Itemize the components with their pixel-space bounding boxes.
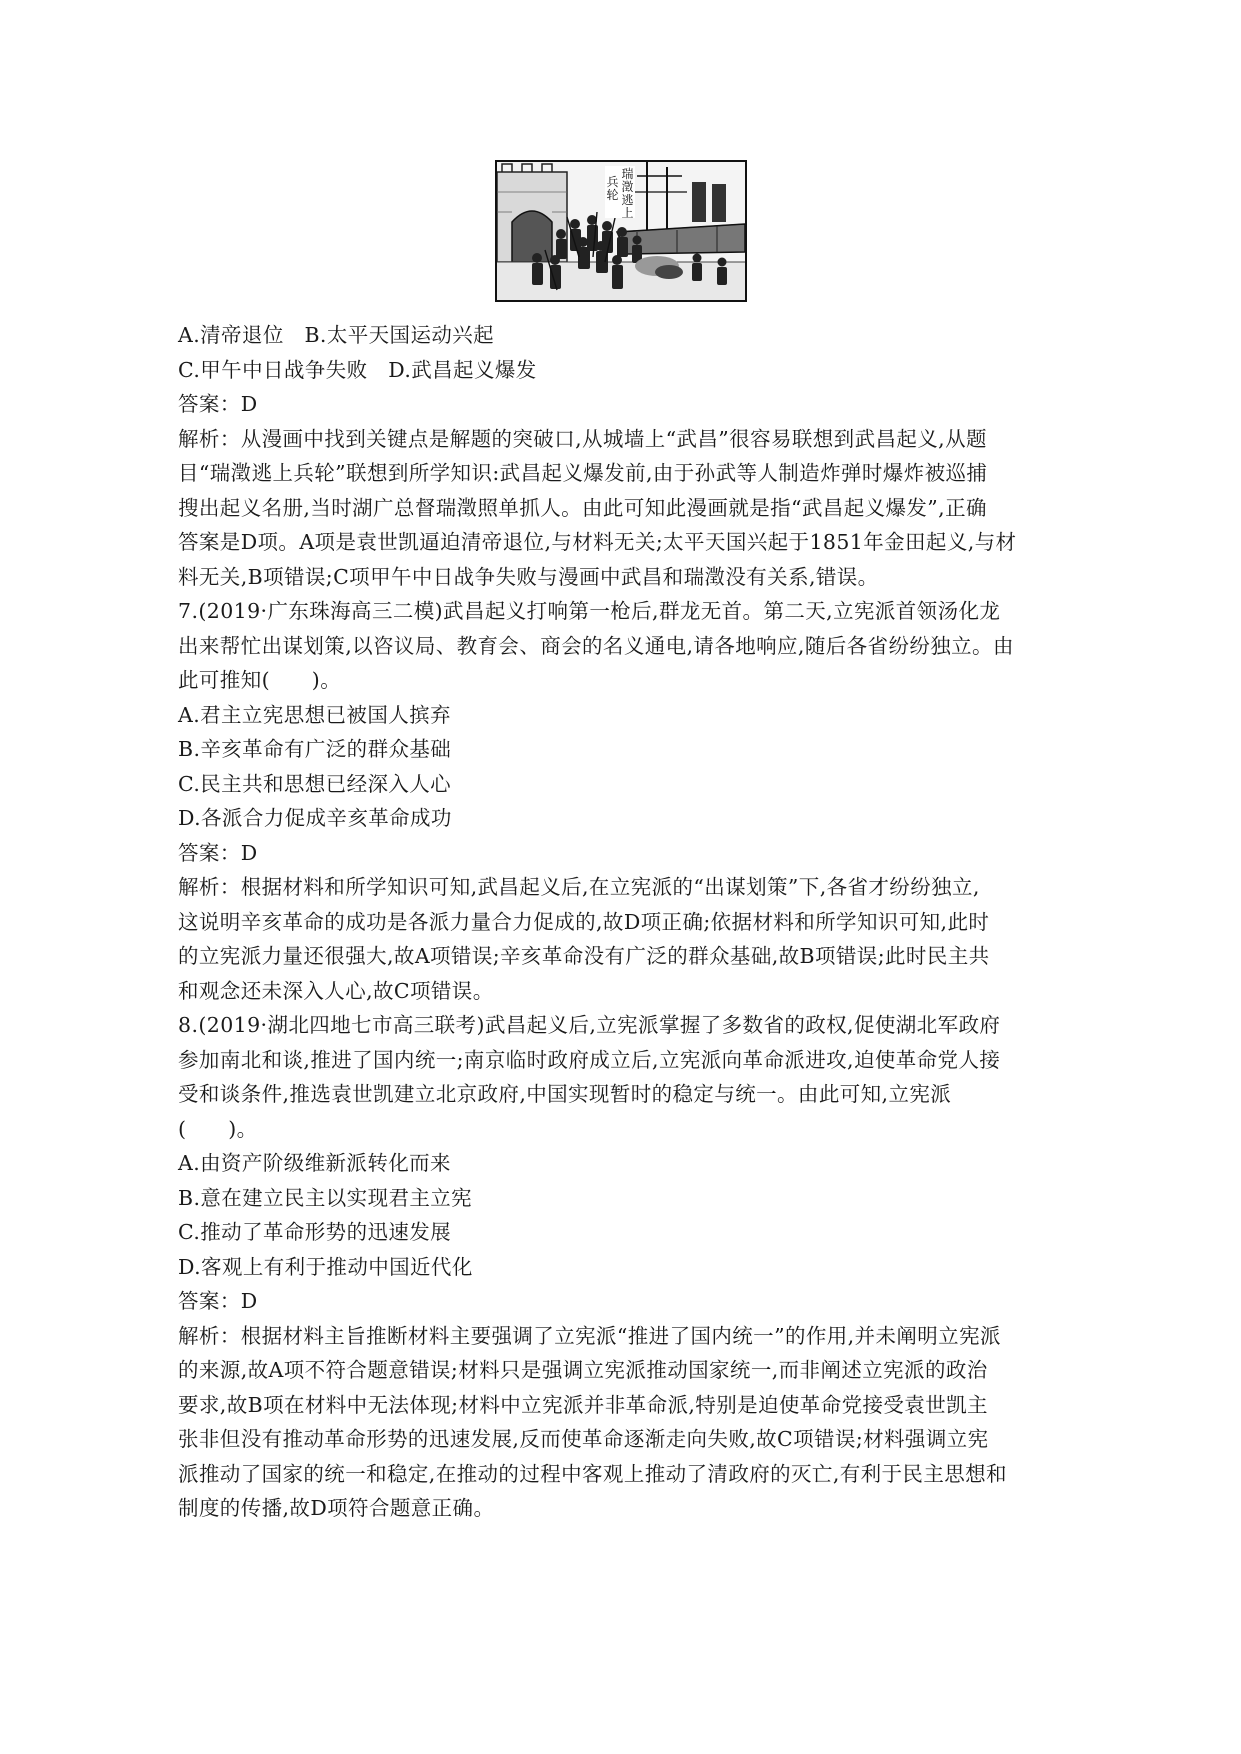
option-line: A.由资产阶级维新派转化而来 xyxy=(178,1151,451,1175)
text-line: 参加南北和谈,推进了国内统一;南京临时政府成立后,立宪派向革命派进攻,迫使革命党人接 xyxy=(178,1047,1001,1072)
text-line: 出来帮忙出谋划策,以咨议局、教育会、商会的名义通电,请各地响应,随后各省纷纷独立。由 xyxy=(178,633,1014,658)
text-line: 解析：根据材料和所学知识可知,武昌起义后,在立宪派的“出谋划策”下,各省才纷纷独立, xyxy=(178,875,980,899)
option-line: C.民主共和思想已经深入人心 xyxy=(178,771,452,796)
answer-line: 答案：D xyxy=(178,1289,258,1313)
question-text xyxy=(178,318,1068,1526)
option-line: B.意在建立民主以实现君主立宪 xyxy=(178,1185,473,1210)
text-line: 料无关,B项错误;C项甲午中日战争失败与漫画中武昌和瑞澂没有关系,错误。 xyxy=(178,564,879,589)
text-line: C.甲午中日战争失败 D.武昌起义爆发 xyxy=(178,357,537,382)
text-line: 解析：根据材料主旨推断材料主要强调了立宪派“推进了国内统一”的作用,并未阐明立宪派 xyxy=(178,1323,1001,1348)
text-line: 搜出起义名册,当时湖广总督瑞澂照单抓人。由此可知此漫画就是指“武昌起义爆发”,正确 xyxy=(178,495,987,520)
answer-line: 答案：D xyxy=(178,840,258,865)
text-line: 派推动了国家的统一和稳定,在推动的过程中客观上推动了清政府的灭亡,有利于民主思想和 xyxy=(178,1461,1007,1486)
text-line: A.清帝退位 B.太平天国运动兴起 xyxy=(178,323,495,347)
option-line: D.各派合力促成辛亥革命成功 xyxy=(178,806,452,830)
caption-col-1: 瑞澂逃上 xyxy=(621,167,634,220)
text-line: 制度的传播,故D项符合题意正确。 xyxy=(178,1496,495,1520)
option-line: A.君主立宪思想已被国人摈弃 xyxy=(178,702,451,727)
text-line: 解析：从漫画中找到关键点是解题的突破口,从城墙上“武昌”很容易联想到武昌起义,从题 xyxy=(178,426,987,451)
text-line: 的来源,故A项不符合题意错误;材料只是强调立宪派推动国家统一,而非阐述立宪派的政治 xyxy=(178,1358,988,1382)
text-line: 答案是D项。A项是袁世凯逼迫清帝退位,与材料无关;太平天国兴起于1851年金田起义,与材 xyxy=(178,530,1017,554)
option-line: C.推动了革命形势的迅速发展 xyxy=(178,1220,452,1244)
text-line: 此可推知( )。 xyxy=(178,668,342,692)
question-7-line: 7.(2019·广东珠海高三二模)武昌起义打响第一枪后,群龙无首。第二天,立宪派首领汤化龙 xyxy=(178,599,1001,623)
option-line: B.辛亥革命有广泛的群众基础 xyxy=(178,737,452,761)
text-line: ( )。 xyxy=(178,1116,258,1141)
text-line: 和观念还未深入人心,故C项错误。 xyxy=(178,978,494,1003)
text-line: 受和谈条件,推选袁世凯建立北京政府,中国实现暂时的稳定与统一。由此可知,立宪派 xyxy=(178,1082,952,1106)
caption-col-2: 兵轮 xyxy=(606,175,619,202)
cartoon-figure xyxy=(495,160,747,302)
text-line: 这说明辛亥革命的成功是各派力量合力促成的,故D项正确;依据材料和所学知识可知,此时 xyxy=(178,909,990,934)
text-line: 要求,故B项在材料中无法体现;材料中立宪派并非革命派,特别是迫使革命党接受袁世凯主 xyxy=(178,1392,988,1417)
text-line: 的立宪派力量还很强大,故A项错误;辛亥革命没有广泛的群众基础,故B项错误;此时民主共 xyxy=(178,944,990,968)
option-line: D.客观上有利于推动中国近代化 xyxy=(178,1254,473,1279)
text-line: 目“瑞澂逃上兵轮”联想到所学知识:武昌起义爆发前,由于孙武等人制造炸弹时爆炸被巡捕 xyxy=(178,461,988,485)
text-line: 张非但没有推动革命形势的迅速发展,反而使革命逐渐走向失败,故C项错误;材料强调立宪 xyxy=(178,1427,989,1451)
question-8-line: 8.(2019·湖北四地七市高三联考)武昌起义后,立宪派掌握了多数省的政权,促使湖北军政府 xyxy=(178,1013,1001,1037)
answer-line: 答案：D xyxy=(178,392,258,416)
